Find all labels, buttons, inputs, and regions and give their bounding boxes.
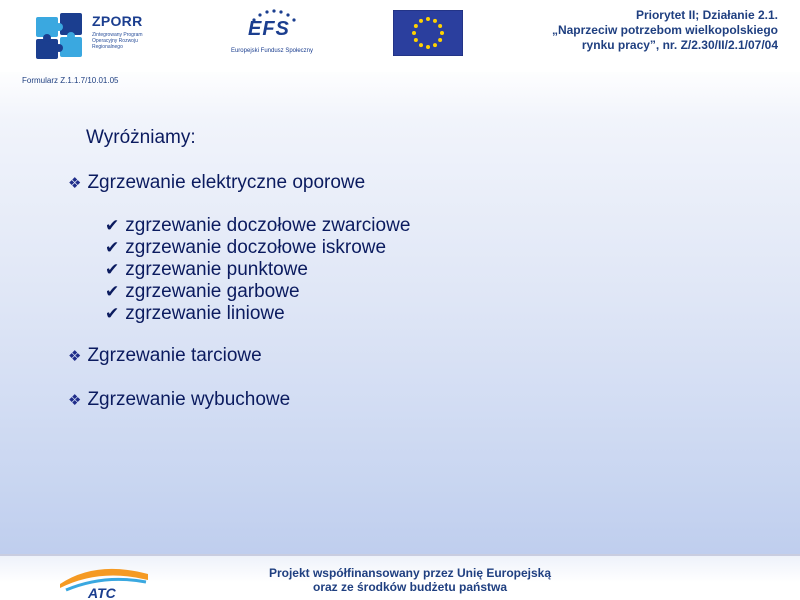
program-line-1: Priorytet II; Działanie 2.1. [635,8,778,22]
diamond-bullet-icon: ❖ [68,175,82,192]
main-item-explosive [68,389,290,411]
main-item-label: Zgrzewanie tarciowe [87,345,262,366]
program-line-3: rynku pracy”, nr. Z/2.30/II/2.1/07/04 [581,38,778,52]
footer-line-2: oraz ze środków budżetu państwa [312,580,508,594]
diamond-bullet-icon: ❖ [68,392,82,409]
zporr-title: ZPORR [92,13,143,29]
check-icon: ✔ [105,282,120,301]
footer-line-1: Projekt współfinansowany przez Unię Europejską [268,566,552,580]
program-line-2: „Naprzeciw potrzebom wielkopolskiego [551,23,778,37]
sub-item [105,303,285,325]
sub-item-label: zgrzewanie doczołowe iskrowe [125,237,387,258]
check-icon: ✔ [105,304,120,323]
sub-item-label: zgrzewanie liniowe [125,303,285,324]
main-item-resistance [68,172,365,194]
sub-item [105,237,386,259]
check-icon: ✔ [105,238,120,257]
efs-subtitle: Europejski Fundusz Społeczny [230,48,314,54]
zporr-subtitle: Zintegrowany Program Operacyjny Rozwoju Regionalnego [92,32,143,50]
diamond-bullet-icon: ❖ [68,348,82,365]
main-item-friction [68,345,262,367]
form-code: Formularz Z.1.1.7/10.01.05 [22,76,119,85]
main-item-label: Zgrzewanie elektryczne oporowe [87,172,366,193]
sub-item [105,281,300,303]
atc-logo-icon [56,562,152,600]
sub-item [105,215,410,237]
atc-text: ATC [88,585,116,600]
sub-item-label: zgrzewanie doczołowe zwarciowe [125,215,411,236]
cofinancing-note [225,566,595,594]
intro-heading: Wyróżniamy: [86,127,196,148]
footer [0,554,800,600]
check-icon: ✔ [105,260,120,279]
sub-item-label: zgrzewanie punktowe [125,259,308,280]
check-icon: ✔ [105,216,120,235]
efs-mark: EFS [248,18,290,40]
sub-item [105,259,308,281]
sub-item-label: zgrzewanie garbowe [125,281,300,302]
main-item-label: Zgrzewanie wybuchowe [87,389,291,410]
